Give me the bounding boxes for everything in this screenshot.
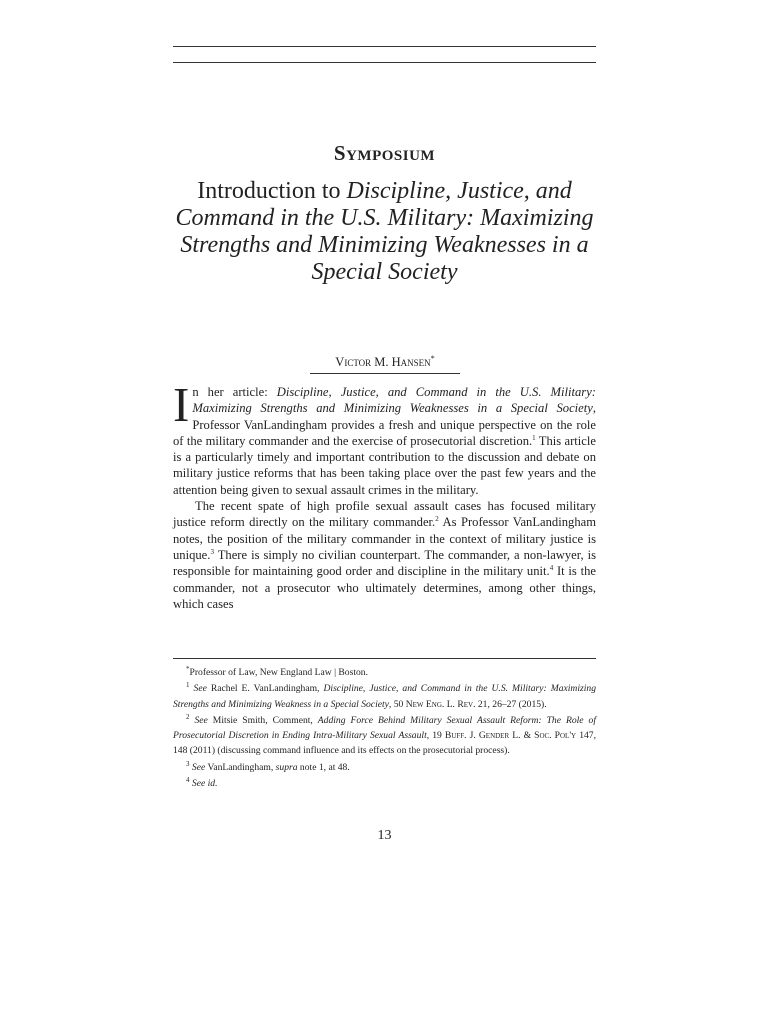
author-byline [310, 354, 460, 370]
footnote-2-journal: Buff. J. Gender L. & Soc. Pol'y [444, 730, 577, 742]
footnote-2-mark: 2 [186, 712, 190, 721]
p1-text-a: , Professor VanLandingham provides a fresh and unique perspective on the role of the military commander and the exercise of prosecutorial discretion. [173, 401, 596, 448]
article-body [173, 377, 597, 612]
footnote-1-signal: See [193, 683, 207, 695]
p2-text-c: There is simply no civilian counterpart. The commander, a non-lawyer, is responsible for maintaining good order and discipline in the military unit. [173, 547, 596, 579]
footnote-3-mark: 3 [186, 759, 190, 768]
footnote-4-mark: 4 [186, 775, 190, 784]
p2-text-d: It is the commander, not a prosecutor who ultimately determines, among other things, which cases [173, 564, 596, 611]
footnote-1-author: Rachel E. VanLandingham, [206, 683, 324, 695]
footnote-2 [173, 713, 596, 759]
section-label: Symposium [333, 141, 436, 165]
footnote-1-cite-b: 21, 26–27 (2015). [475, 698, 547, 710]
footnote-3-signal: See [191, 761, 206, 773]
footnote-4-text: See id. [191, 778, 218, 790]
footnote-1-cite-a: , 50 [388, 698, 406, 710]
paragraph-1 [173, 377, 596, 498]
title-italic: Discipline, Justice, and Command in the U.S. Military: Maximizing Strengths and Minimizing Weaknesses in a Special Society [175, 178, 594, 285]
footnote-star-text: Professor of Law, New England Law | Boston. [189, 667, 368, 678]
footnote-2-signal: See [194, 714, 208, 726]
paragraph-2 [173, 498, 596, 612]
footnote-3 [173, 760, 596, 775]
article-title [173, 178, 596, 286]
footnote-star [173, 665, 596, 680]
footnotes [173, 665, 596, 792]
footnote-3-text-b: note 1, at 48. [297, 761, 350, 773]
footnote-ref-4[interactable]: 4 [549, 564, 554, 573]
header-rule-top [173, 46, 596, 47]
footnote-2-title: Adding Force Behind Military Sexual Assault Reform: The Role of Prosecutorial Discretion in Ending Intra-Military Sexual Assault [173, 714, 596, 742]
footnote-1 [173, 681, 596, 712]
footnote-ref-1[interactable]: 1 [532, 433, 536, 442]
p2-text-b: As Professor VanLandingham notes, the position of the military commander in the context of military justice is unique. [173, 515, 597, 562]
p1-text-b: This article is a particularly timely and important contribution to the discussion and debate on military justice reforms that has been taking place over the past few years and the attention being given to sexual assault crimes in the military. [173, 433, 596, 497]
footnote-1-title: Discipline, Justice, and Command in the U.S. Military: Maximizing Strengths and Minimizing Weakness in a Special Society [173, 683, 597, 710]
author-underline [310, 373, 460, 374]
footnote-2-cite-a: , 19 [426, 730, 445, 742]
footnote-3-text-a: VanLandingham, [205, 761, 276, 773]
footnote-2-cite-b: 147, 148 (2011) (discussing command influence and its effects on the prosecutorial process). [173, 730, 597, 757]
title-prefix: Introduction to [197, 178, 347, 204]
footnote-1-journal: New Eng. L. Rev. [405, 698, 476, 710]
drop-cap: I [173, 377, 190, 432]
footnote-2-author: Mitsie Smith, Comment, [207, 714, 318, 726]
footnote-ref-3[interactable]: 3 [210, 547, 214, 556]
footnote-separator [173, 658, 596, 659]
page-number: 13 [377, 828, 392, 843]
p1-article-title: Discipline, Justice, and Command in the U.S. Military: Maximizing Strengths and Minimizing Weaknesses in a Special Society [192, 385, 596, 416]
footnote-4 [173, 776, 596, 791]
author-name: Victor M. Hansen [335, 355, 431, 370]
p1-lead: n her article: [192, 385, 277, 399]
author-footnote-mark: * [430, 354, 435, 363]
footnote-3-supra: supra [275, 761, 298, 773]
footnote-star-mark: * [186, 664, 190, 673]
footnote-ref-2[interactable]: 2 [435, 515, 439, 524]
header-rule-bottom [173, 62, 596, 63]
footnote-1-mark: 1 [186, 681, 190, 690]
p2-text-a: The recent spate of high profile sexual assault cases has focused military justice reform directly on the military commander. [173, 499, 596, 530]
